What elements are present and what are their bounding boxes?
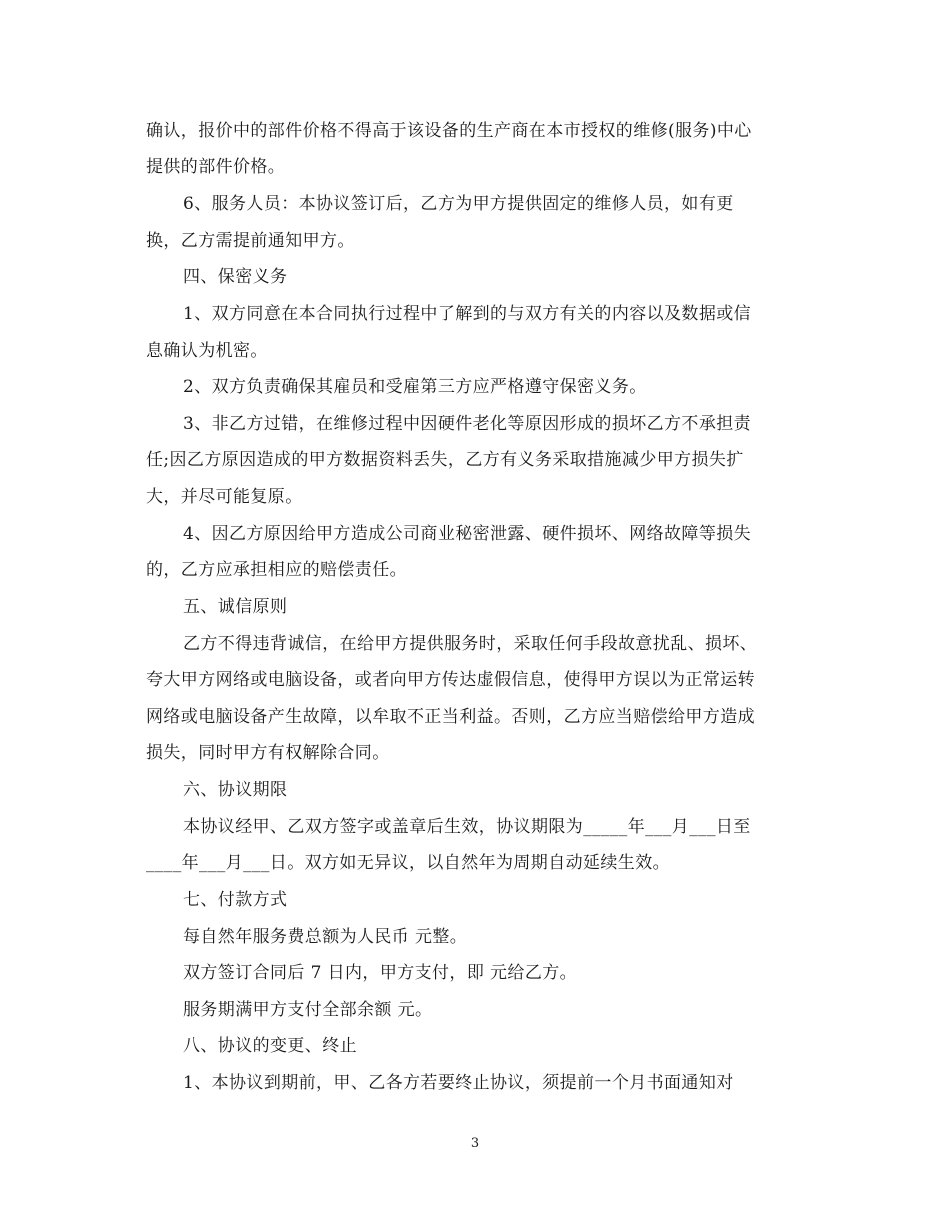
body-line-10: 任;因乙方原因造成的甲方数据资料丢失，乙方有义务采取措施减少甲方损失扩 [146,450,744,470]
body-line-21: ____年___月___日。双方如无异议，以自然年为周期自动延续生效。 [146,853,670,873]
body-line-4: 换，乙方需提前通知甲方。 [146,231,355,251]
section-heading-payment: 七、付款方式 [183,890,288,910]
section-heading-change-termination: 八、协议的变更、终止 [183,1036,357,1056]
clause-1-termination-notice: 1、本协议到期前，甲、乙各方若要终止协议，须提前一个月书面通知对 [183,1073,734,1093]
integrity-paragraph: 乙方不得违背诚信，在给甲方提供服务时，采取任何手段故意扰乱、损坏、 [183,634,758,654]
clause-3-hardware-aging: 3、非乙方过错，在维修过程中因硬件老化等原因形成的损坏乙方不承担责 [183,414,752,434]
body-line-7: 息确认为机密。 [146,341,268,361]
clause-4-compensation: 4、因乙方原因给甲方造成公司商业秘密泄露、硬件损坏、网络故障等损失 [183,524,752,544]
body-line-11: 大，并尽可能复原。 [146,487,303,507]
body-line-13: 的，乙方应承担相应的赔偿责任。 [146,560,407,580]
term-paragraph: 本协议经甲、乙双方签字或盖章后生效，协议期限为_____年___月___日至 [183,817,751,837]
body-line-1: 确认，报价中的部件价格不得高于该设备的生产商在本市授权的维修(服务)中心 [146,121,752,141]
payment-annual-fee: 每自然年服务费总额为人民币 元整。 [183,927,468,947]
section-heading-term: 六、协议期限 [183,780,288,800]
section-heading-integrity: 五、诚信原则 [183,597,288,617]
clause-1-confidential-info: 1、双方同意在本合同执行过程中了解到的与双方有关的内容以及数据或信 [183,304,752,324]
payment-balance: 服务期满甲方支付全部余额 元。 [183,1000,433,1020]
clause-2-employees: 2、双方负责确保其雇员和受雇第三方应严格遵守保密义务。 [183,377,647,397]
page-number: 3 [470,1136,480,1151]
body-line-18: 损失，同时甲方有权解除合同。 [146,743,390,763]
body-line-2: 提供的部件价格。 [146,157,286,177]
body-line-17: 网络或电脑设备产生故障，以牟取不正当利益。否则，乙方应当赔偿给甲方造成 [146,707,755,727]
clause-6-service-staff: 6、服务人员：本协议签订后，乙方为甲方提供固定的维修人员，如有更 [183,194,734,214]
payment-first-installment: 双方签订合同后 7 日内，甲方支付，即 元给乙方。 [183,963,578,983]
section-heading-confidentiality: 四、保密义务 [183,267,288,287]
body-line-16: 夸大甲方网络或电脑设备，或者向甲方传达虚假信息，使得甲方误以为正常运转 [146,670,755,690]
